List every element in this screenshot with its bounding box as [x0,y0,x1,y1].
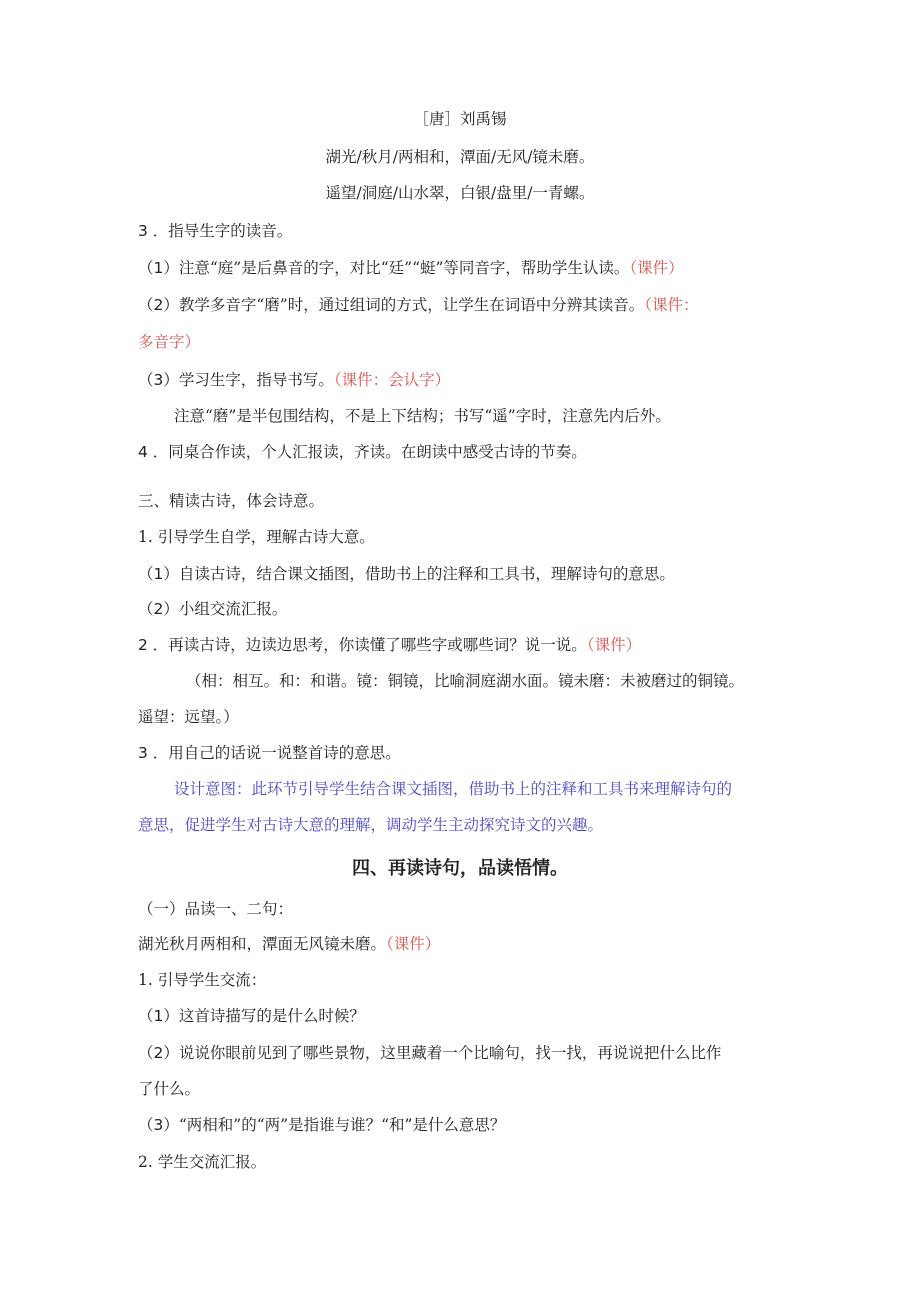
section-4-heading: 四、再读诗句，品读悟情。 [352,858,568,879]
design-intent-line-1: 设计意图：此环节引导学生结合课文插图，借助书上的注释和工具书来理解诗句的 [174,780,733,798]
question-1 [138,1005,365,1027]
question-2 [138,1042,721,1064]
poem-line-1: 湖光/秋月/两相和，潭面/无风/镜未磨。 [325,148,595,166]
section-3-sub-1 [138,563,675,585]
item-number: 3 [138,744,148,762]
courseware-note: （课件） [629,259,684,277]
item-text: ．再读古诗，边读边思考，你读懂了哪些字或哪些词？说一说。 [147,636,587,654]
item-3-pronunciation [138,220,292,242]
section-3-item-3 [138,742,401,764]
courseware-note: （课件：会认字） [333,371,451,389]
sub-number: （3） [138,1116,179,1134]
section-4-verse [138,933,440,955]
sub-number: （1） [138,1007,179,1025]
sub-number: （2） [138,296,179,314]
item-4-reading [138,441,587,463]
gloss-line-1: （相：相互。和：和谐。镜：铜镜，比喻洞庭湖水面。镜未磨：未被磨过的铜镜。 [186,672,745,690]
courseware-note: （课件： [644,296,699,314]
section-3-sub-2 [138,598,287,620]
sub-item-1 [138,257,684,279]
sub-number: （2） [138,1044,179,1062]
section-4-item-2: 2. 学生交流汇报。 [138,1153,267,1171]
poem-line-2: 遥望/洞庭/山水翠，白银/盘里/一青螺。 [325,184,595,202]
section-4-item-1: 1. 引导学生交流： [138,971,267,989]
question-text: 说说你眼前见到了哪些景物，这里藏着一个比喻句，找一找，再说说把什么比作 [178,1044,722,1062]
gloss-line-2: 遥望：远望。） [138,708,239,726]
section-3-item-2 [138,634,641,656]
courseware-note: （课件） [586,636,642,654]
sub-item-2 [138,294,699,316]
section-3-title: 三、精读古诗，体会诗意。 [138,492,325,510]
item-text: ．用自己的话说一说整首诗的意思。 [147,744,401,762]
item-text: ．指导生字的读音。 [147,222,293,240]
item-text: ．同桌合作读，个人汇报读，齐读。在朗读中感受古诗的节奏。 [147,443,587,461]
section-3-item-1: 1. 引导学生自学，理解古诗大意。 [138,528,375,546]
writing-note: 注意“磨”是半包围结构，不是上下结构；书写“遥”字时，注意先内后外。 [174,407,671,425]
question-3 [138,1114,505,1136]
sub-number: （3） [138,371,179,389]
question-text: “两相和”的“两”是指谁与谁？“和”是什么意思？ [178,1116,506,1134]
sub-number: （2） [138,600,179,618]
design-intent-line-2: 意思，促进学生对古诗大意的理解，调动学生主动探究诗文的兴趣。 [138,816,604,834]
sub-number: （1） [138,565,179,583]
sub-text: 小组交流汇报。 [178,600,288,618]
courseware-note: （课件） [386,935,441,953]
verse-text: 湖光秋月两相和，潭面无风镜未磨。 [138,935,387,953]
sub-text: 教学多音字“磨”时，通过组词的方式，让学生在词语中分辨其读音。 [178,296,645,314]
sub-text: 学习生字，指导书写。 [178,371,334,389]
sub-text: 自读古诗，结合课文插图，借助书上的注释和工具书，理解诗句的意思。 [178,565,675,583]
item-number: 4 [138,443,148,461]
sub-item-3 [138,369,450,391]
courseware-note-continued: 多音字） [138,333,201,351]
item-number: 3 [138,222,148,240]
question-text: 这首诗描写的是什么时候？ [178,1007,365,1025]
section-4-part-1: （一）品读一、二句： [138,900,294,918]
sub-number: （1） [138,259,179,277]
item-number: 2 [138,636,148,654]
sub-text: 注意“庭”是后鼻音的字，对比“廷”“蜓”等同音字，帮助学生认读。 [178,259,630,277]
poem-author: ［唐］刘禹锡 [413,110,507,128]
question-2-continued: 了什么。 [138,1080,201,1098]
